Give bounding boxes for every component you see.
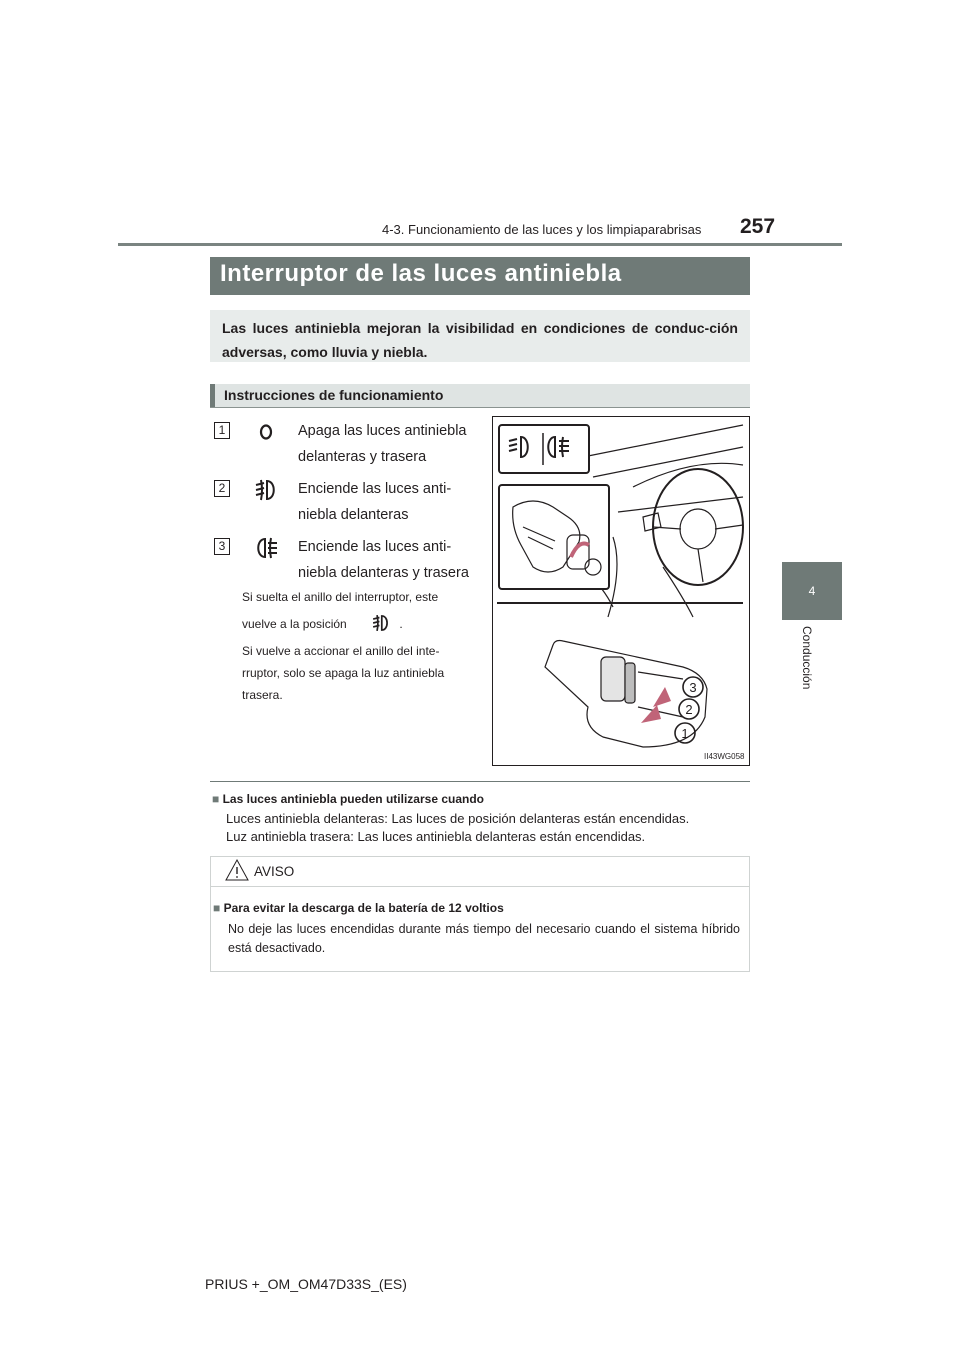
warning-heading-text: Para evitar la descarga de la batería de 12 voltios: [223, 901, 504, 915]
item-3-line-1: Enciende las luces anti-: [298, 539, 452, 555]
conditions-heading-text: Las luces antiniebla pueden utilizarse cuando: [222, 792, 484, 806]
warning-label: AVISO: [254, 864, 295, 879]
warning-triangle-icon: [224, 858, 250, 882]
note-line-2: [242, 611, 480, 638]
square-bullet-icon: ■: [212, 792, 220, 806]
callout-3: 3: [689, 680, 697, 695]
callout-2: 2: [685, 702, 693, 717]
item-number-1: 1: [214, 422, 230, 439]
item-2-line-2: niebla delanteras: [298, 507, 409, 523]
warning-text: No deje las luces encendidas durante más tiempo del necesario cuando el sistema híbrido está desactivado.: [228, 922, 740, 955]
warning-heading: [213, 901, 504, 915]
chapter-number: 4: [808, 584, 816, 598]
item-number-2: 2: [214, 480, 230, 497]
figure-code: II43WG058: [704, 752, 745, 761]
callout-1: 1: [681, 726, 689, 741]
item-1-line-2: delanteras y trasera: [298, 449, 427, 465]
item-1-line-1: Apaga las luces antiniebla: [298, 423, 467, 439]
running-header-section: 4-3. Funcionamiento de las luces y los limpiaparabrisas: [382, 222, 702, 237]
section-divider: [210, 781, 750, 782]
rear-fog-icon: [252, 534, 280, 562]
page-number: 257: [740, 215, 776, 238]
page-title: Interruptor de las luces antiniebla: [210, 257, 750, 295]
warning-header-rule: [211, 886, 749, 887]
chapter-title: Conducción: [800, 626, 814, 690]
note-line-2-text: vuelve a la posición: [242, 617, 347, 631]
illustration-drawing: [493, 417, 749, 765]
square-bullet-icon: ■: [213, 901, 221, 915]
note-line-4: rruptor, solo se apaga la luz antiniebla: [242, 666, 445, 680]
chapter-tab: [782, 562, 842, 620]
header-rule: [118, 243, 842, 246]
note-line-3: Si vuelve a accionar el anillo del inte-: [242, 644, 440, 658]
fog-switch-illustration: [492, 416, 750, 766]
subheading: [210, 384, 750, 408]
subheading-text: Instrucciones de funcionamiento: [224, 387, 444, 403]
note-line-1: Si suelta el anillo del interruptor, este: [242, 590, 439, 604]
item-2-line-1: Enciende las luces anti-: [298, 481, 452, 497]
document-code-footer: PRIUS +_OM_OM47D33S_(ES): [205, 1276, 407, 1292]
note-line-5: trasera.: [242, 688, 283, 702]
intro-text: Las luces antiniebla mejoran la visibilidad en condiciones de conduc-ción adversas, como lluvia y niebla.: [210, 310, 750, 362]
item-number-3: 3: [214, 538, 230, 555]
item-3-line-2: niebla delanteras y trasera: [298, 565, 469, 581]
note-line-2-end: .: [399, 617, 403, 631]
conditions-line-1: Luces antiniebla delanteras: Las luces de posición delanteras están encendidas.: [226, 811, 690, 826]
conditions-line-2: Luz antiniebla trasera: Las luces antiniebla delanteras están encendidas.: [226, 829, 646, 844]
front-fog-icon: [252, 476, 280, 504]
front-fog-icon: [370, 612, 392, 634]
off-icon: [252, 418, 280, 446]
conditions-heading: [212, 792, 484, 806]
